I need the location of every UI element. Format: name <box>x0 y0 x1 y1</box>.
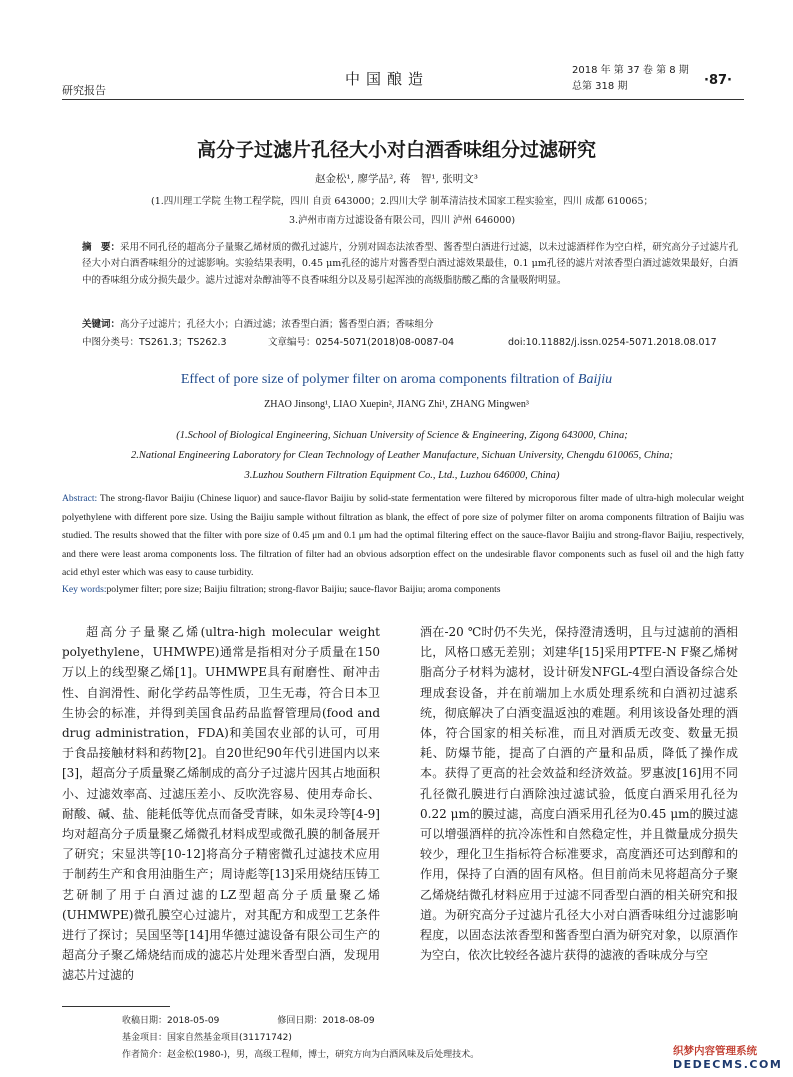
article-meta <box>82 334 752 348</box>
authors-chinese: 赵金松¹, 廖学品², 蒋 智¹, 张明文³ <box>315 173 478 185</box>
article-number: 文章编号：0254-5071(2018)08-0087-04 <box>268 337 455 348</box>
watermark-line-1: 织梦内容管理系统 <box>673 1045 757 1057</box>
keywords-chinese <box>82 316 738 330</box>
affiliation-en-line: 2.National Engineering Laboratory for Clean Technology of Leather Manufacture, Sichuan University, Chengdu 610065, China; <box>131 450 673 461</box>
keywords-en-text: polymer filter; pore size; Baijiu filtration; strong-flavor Baijiu; sauce-flavor Baijiu; aroma components <box>106 584 501 595</box>
body-column-right: 酒在-20 ℃时仍不失光，保持澄清透明，且与过滤前的酒相比，风格口感无差别；刘建华[15]采用PTFE-N F聚乙烯树脂高分子材料为滤材，设计研发NFGL-4型白酒设备综合处理成套设备，并在前端加上水质处理系统和白酒初过滤系统，彻底解决了白酒变温返浊的难题。利用该设备处理的酒体，符合国家的相关标准，而且对酒质无改变、数量无损耗、防爆节能，提高了白酒的产量和品质，降低了操作成本。获得了更高的社会效益和经济效益。罗惠波[16]用不同孔径微孔膜进行白酒除浊过滤试验，低度白酒采用孔径为0.22 μm的膜过滤，高度白酒采用孔径为0.45 μm的膜过滤可以增强酒样的抗冷冻性和自然稳定性，并且微量成分损失较少，理化卫生指标符合标准要求，高度酒还可达到醇和的作用，保持了白酒的固有风格。但目前尚未见将超高分子聚乙烯烧结微孔材料应用于过滤不同香型白酒的相关研究和报道。为研究高分子过滤片孔径大小对白酒香味组分过滤影响程度，以固态法浓香型和酱香型白酒为研究对象，以原酒作为空白，依次比较经各滤片获得的滤液的香味成分与空 <box>420 625 738 963</box>
clc-number: 中图分类号：TS261.3；TS262.3 <box>82 337 227 348</box>
footnote-divider <box>62 1006 170 1007</box>
issue-info <box>572 63 689 95</box>
affiliations-chinese <box>82 192 722 230</box>
abstract-chinese <box>82 240 738 289</box>
keywords-en-label: Key words: <box>62 584 107 595</box>
keywords-english <box>62 584 744 595</box>
abstract-english <box>62 490 744 583</box>
affiliation-cn-line: 3.泸州市南方过滤设备有限公司，四川 泸州 646000) <box>288 215 516 226</box>
affiliation-en-line: (1.School of Biological Engineering, Sichuan University of Science & Engineering, Zigong 643000, China; <box>176 430 628 441</box>
watermark <box>673 1043 785 1071</box>
affiliation-en-line: 3.Luzhou Southern Filtration Equipment Co., Ltd., Luzhou 646000, China) <box>244 470 560 481</box>
abstract-en-label: Abstract: <box>62 493 98 504</box>
body-column-left: 超高分子量聚乙烯(ultra-high molecular weight polyethylene，UHMWPE)通常是指相对分子质量在150万以上的线型聚乙烯[1]。UHMWPE具有耐磨性、耐冲击性、自润滑性、耐化学药品等性质，卫生无毒，符合日本卫生协会的标准，并得到美国食品药品监督管理局(food and drug administration，FDA)和美国农业部的认可，可用于食品接触材料和药物[2]。自20世纪90年代引进国内以来[3]，超高分子质量聚乙烯制成的高分子过滤片因其占地面积小、过滤效率高、过滤压差小、反吹洗容易、使用寿命长、耐酸、碱、盐、能耗低等优点而备受青睐，如朱灵玲等[4-9]均对超高分子质量聚乙烯微孔材料成型或微孔膜的制备展开了研究；宋显洪等[10-12]将高分子精密微孔过滤技术应用于制药生产和食用油脂生产；周诗彪等[13]采用烧结压铸工艺研制了用于白酒过滤的LZ型超高分子质量聚乙烯(UHMWPE)微孔膜空心过滤片，对其配方和成型工艺条件进行了探讨；吴国坚等[14]用华德过滤设备有限公司生产的超高分子聚乙烯烧结而成的滤芯片处理米香型白酒，发现用滤芯片过滤的 <box>62 625 380 983</box>
title-en-text: Effect of pore size of polymer filter on aroma components filtration of <box>180 372 578 387</box>
page-number: ·87· <box>704 73 732 88</box>
received-date: 收稿日期：2018-05-09 <box>122 1016 220 1026</box>
header-divider <box>62 99 744 100</box>
issue-line-1: 2018 年 第 37 卷 第 8 期 <box>572 65 689 76</box>
watermark-line-2: DEDECMS.COM <box>673 1058 783 1071</box>
keywords-cn-text: 高分子过滤片；孔径大小；白酒过滤；浓香型白酒；酱香型白酒；香味组分 <box>120 319 434 330</box>
authors-english: ZHAO Jinsong¹, LIAO Xuepin², JIANG Zhi¹, ZHANG Mingwen³ <box>264 399 529 410</box>
title-chinese: 高分子过滤片孔径大小对白酒香味组分过滤研究 <box>196 139 596 161</box>
footnote-dates <box>122 1013 375 1026</box>
keywords-cn-label: 关键词： <box>82 319 121 330</box>
footnote-author-bio: 作者简介：赵金松(1980-)，男，高级工程师，博士，研究方向为白酒风味及后处理技术。 <box>122 1050 480 1060</box>
affiliation-cn-line: (1.四川理工学院 生物工程学院，四川 自贡 643000；2.四川大学 制革清洁技术国家工程实验室，四川 成都 610065； <box>151 196 653 207</box>
revised-date: 修回日期：2018-08-09 <box>277 1016 375 1026</box>
section-label: 研究报告 <box>62 84 106 97</box>
title-en-italic: Baijiu <box>577 372 613 387</box>
doi: doi:10.11882/j.issn.0254-5071.2018.08.017 <box>508 337 717 348</box>
abstract-en-text: The strong-flavor Baijiu (Chinese liquor) and sauce-flavor Baijiu by solid-state fermentation were filtered by microporous filter made of ultra-high molecular weight polyethylene with different pore size. Using the Baijiu sample without filtration as blank, the effect of pore size of polymer filter on aroma components filtration of Baijiu was studied. The results showed that the filter with pore size of 0.45 μm and 0.1 μm had the optimal filtering effect on the sauce-flavor Baijiu and strong-flavor Baijiu, respectively, and there were least aroma components loss. The filtration of filter had an obvious adsorption effect on the undesirable flavor components such as fusel oil and the high fatty acid ethyl ester which was easy to cause turbidity. <box>62 493 744 579</box>
journal-name: 中国酿造 <box>345 70 430 88</box>
affiliations-english <box>62 426 742 486</box>
abstract-cn-text: 采用不同孔径的超高分子量聚乙烯材质的微孔过滤片，分别对固态法浓香型、酱香型白酒进行过滤，以未过滤酒样作为空白样，研究高分子过滤片孔径大小对白酒香味组分的过滤影响。实验结果表明，0.45 μm孔径的滤片对酱香型白酒过滤效果最佳，0.1 μm孔径的滤片对浓香型白酒过滤效果最好，白酒中的香味组分成分损失最少。滤片过滤对杂醇油等不良香味组分以及易引起浑浊的高级脂肪酸乙酯的含量吸附明显。 <box>82 242 738 286</box>
footnote-fund: 基金项目：国家自然基金项目(31171742) <box>122 1033 292 1043</box>
issue-line-2: 总第 318 期 <box>572 81 628 92</box>
title-english <box>0 372 793 388</box>
abstract-cn-label: 摘 要： <box>82 242 121 253</box>
